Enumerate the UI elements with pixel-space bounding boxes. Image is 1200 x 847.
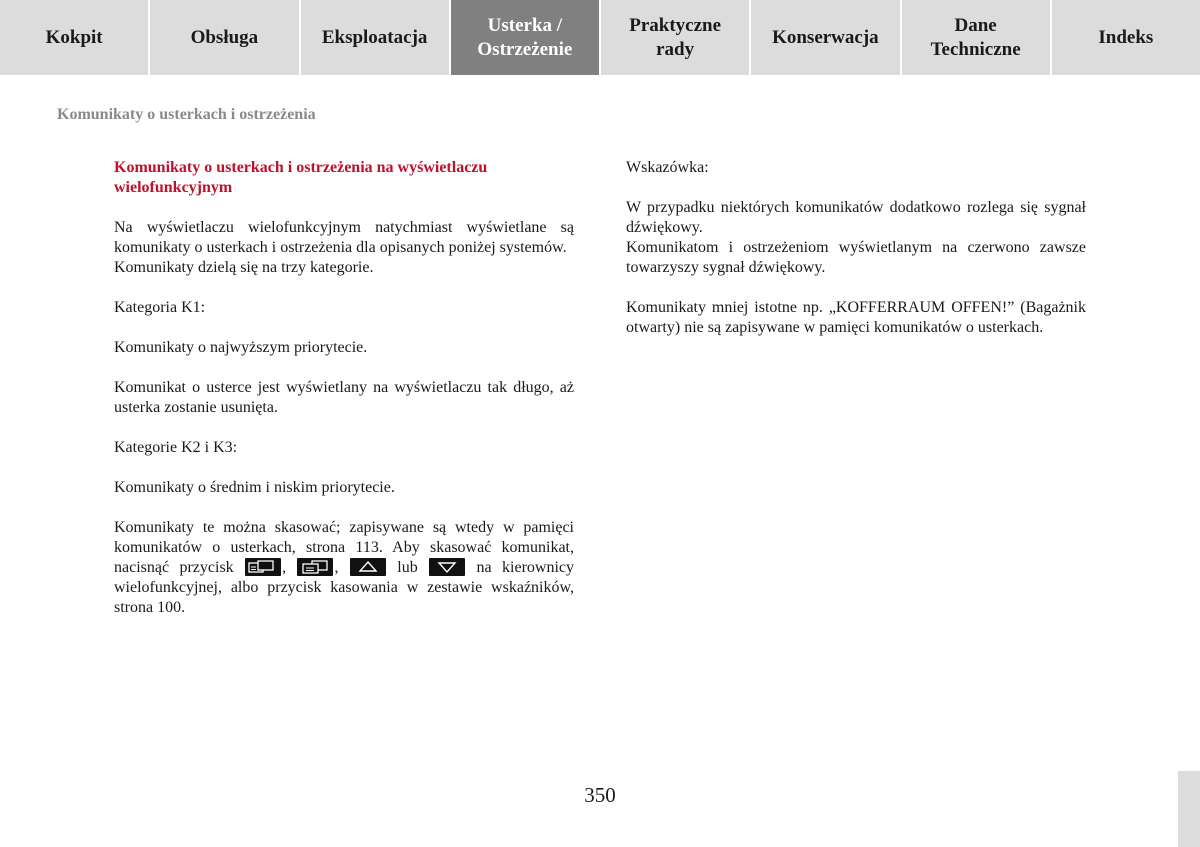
tab-kokpit[interactable] — [0, 0, 150, 75]
separator: , — [334, 559, 349, 576]
page-number: 350 — [584, 783, 616, 807]
k1-text: Komunikaty o najwyższym priorytecie. — [114, 339, 368, 356]
separator: lub — [386, 559, 429, 576]
k23-label: Kategorie K2 i K3: — [114, 439, 238, 456]
note-text-3: Komunikaty mniej istotne np. „KOFFERRAUM OFFEN!” (Bagażnik otwarty) nie są zapisywane w pamięci komunikatów o usterkach. — [626, 299, 1086, 336]
note-paragraph — [626, 198, 1086, 278]
left-column — [114, 158, 574, 638]
intro-text: Na wyświetlaczu wielofunkcyjnym natychmiast wyświetlane są komunikaty o usterkach i ostrzeżenia dla opisanych poniżej systemów. — [114, 219, 574, 256]
note-label: Wskazówka: — [626, 159, 709, 176]
chapter-tabs — [0, 0, 1200, 75]
k1-description: Komunikat o usterce jest wyświetlany na wyświetlaczu tak długo, aż usterka zostanie usunięta. — [114, 379, 574, 416]
display-back-key-icon — [297, 558, 333, 576]
reset-text-a: Komunikaty te można skasować; zapisywane są wtedy w pamięci komunikatów o usterkach, strona 113. Aby skasować komunikat, nacisnąć przycisk — [114, 519, 574, 576]
edge-marker — [1178, 771, 1200, 847]
reset-text-b: na kierownicy wielofunkcyjnej, albo przycisk kasowania w zestawie wskaźników, strona 100. — [114, 559, 575, 616]
tab-usterka-ostrzezenie[interactable] — [451, 0, 601, 75]
categories-text: Komunikaty dzielą się na trzy kategorie. — [114, 259, 374, 276]
note-text-1: W przypadku niektórych komunikatów dodatkowo rozlega się sygnał dźwiękowy. — [626, 199, 1086, 236]
separator: , — [282, 559, 297, 576]
tab-label: Praktyczne rady — [629, 14, 722, 60]
tab-eksploatacja[interactable] — [301, 0, 451, 75]
tab-label: Eksploatacja — [321, 26, 428, 48]
reset-instructions — [114, 518, 574, 618]
right-column — [626, 158, 1086, 358]
subsection-heading: Komunikaty o usterkach i ostrzeżenia na wyświetlaczu wielofunkcyjnym — [114, 159, 488, 196]
tab-label: Kokpit — [45, 26, 103, 48]
paragraph — [114, 218, 574, 278]
tab-praktyczne-rady[interactable] — [601, 0, 751, 75]
note-text-2: Komunikatom i ostrzeżeniom wyświetlanym na czerwono zawsze towarzyszy sygnał dźwiękowy. — [626, 239, 1086, 276]
tab-indeks[interactable] — [1052, 0, 1200, 75]
tab-label: Obsługa — [190, 26, 259, 48]
tab-dane-techniczne[interactable] — [902, 0, 1052, 75]
tab-konserwacja[interactable] — [751, 0, 901, 75]
k23-text: Komunikaty o średnim i niskim priorytecie. — [114, 479, 395, 496]
section-title: Komunikaty o usterkach i ostrzeżenia — [57, 106, 316, 123]
tab-label: Dane Techniczne — [930, 14, 1021, 60]
tab-label: Usterka / Ostrzeżenie — [477, 14, 573, 60]
display-forward-key-icon — [245, 558, 281, 576]
arrow-down-key-icon — [429, 558, 465, 576]
k1-label: Kategoria K1: — [114, 299, 206, 316]
arrow-up-key-icon — [350, 558, 386, 576]
tab-label: Konserwacja — [772, 26, 879, 48]
tab-label: Indeks — [1098, 26, 1154, 48]
tab-obsluga[interactable] — [150, 0, 300, 75]
